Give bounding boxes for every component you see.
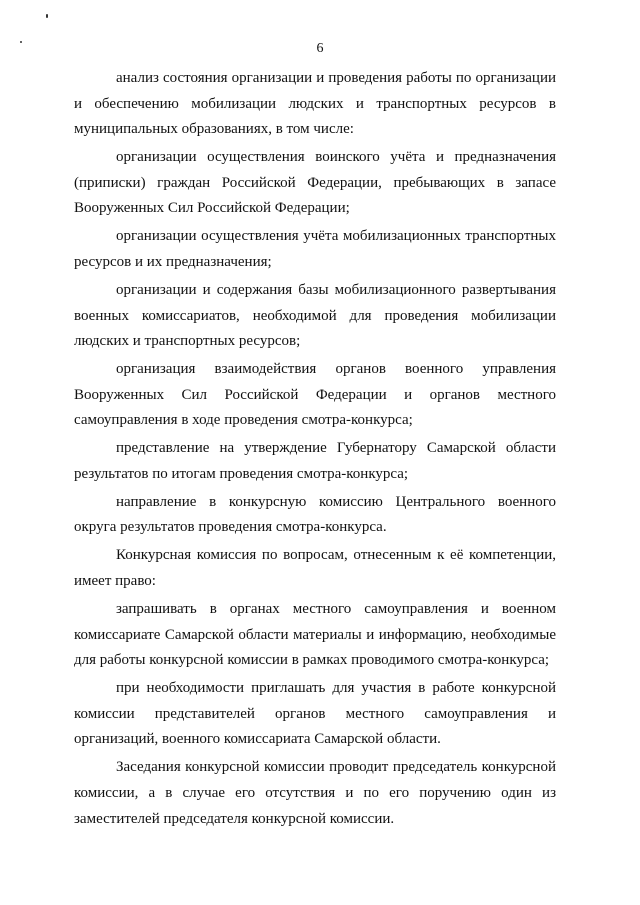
paragraph-military-registration: организации осуществления воинского учёта и предназначения (приписки) граждан Российской Федерации, пребывающих в запасе Вооруженных Сил Российской Федерации; [74, 149, 556, 217]
paragraph-district-submission: направление в конкурсную комиссию Центрального военного округа результатов проведения смотра-конкурса. [74, 493, 556, 536]
scan-speck [46, 14, 48, 18]
paragraph-meetings: Заседания конкурсной комиссии проводит председатель конкурсной комиссии, а в случае его отсутствия и по его поручению один из заместителей председателя конкурсной комиссии. [74, 759, 556, 827]
paragraph-governor-submission: представление на утверждение Губернатору Самарской области результатов по итогам проведения смотра-конкурса; [74, 440, 556, 482]
paragraph-mobilization-base: организации и содержания базы мобилизационного развертывания военных комиссариатов, необходимой для проведения мобилизации людских и транспортных ресурсов; [74, 281, 556, 350]
paragraph-request-materials: запрашивать в органах местного самоуправления и военном комиссариате Самарской области материалы и информацию, необходимые для работы конкурсной комиссии в рамках проводимого смотра-конкурса; [74, 601, 556, 669]
paragraph-transport-registration: организации осуществления учёта мобилизационных транспортных ресурсов и их предназначения; [74, 228, 556, 270]
paragraph-interaction: организация взаимодействия органов военного управления Вооруженных Сил Российской Федерации и органов местного самоуправления в ходе проведения смотра-конкурса; [74, 361, 556, 429]
document-body [74, 66, 556, 835]
page-number: 6 [316, 41, 324, 56]
paragraph-invite-representatives: при необходимости приглашать для участия в работе конкурсной комиссии представителей органов местного самоуправления и организаций, военного комиссариата Самарской области. [74, 680, 556, 748]
paragraph-commission-rights: Конкурсная комиссия по вопросам, отнесенным к её компетенции, имеет право: [74, 547, 556, 590]
paragraph-analysis: анализ состояния организации и проведения работы по организации и обеспечению мобилизации людских и транспортных ресурсов в муниципальных образованиях, в том числе: [74, 70, 556, 138]
